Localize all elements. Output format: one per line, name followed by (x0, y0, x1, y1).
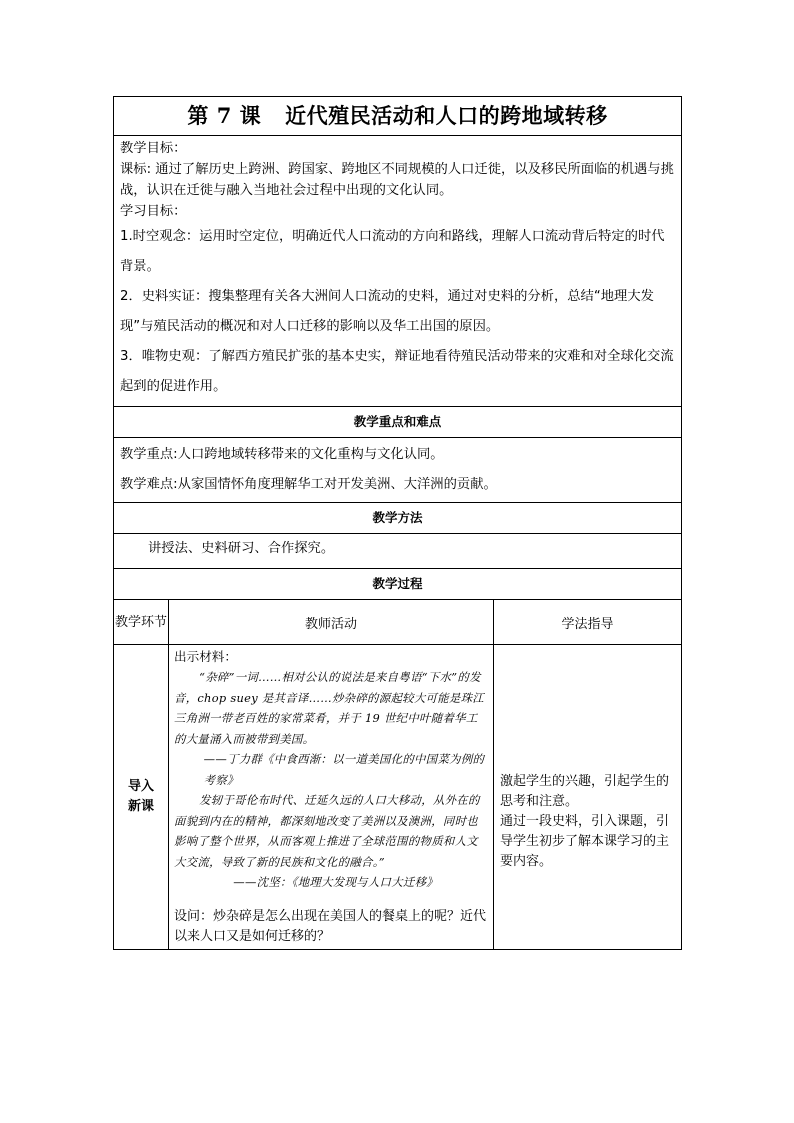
teaching-goals-cell (114, 136, 682, 407)
stage-label (114, 645, 169, 950)
key-points-cell (114, 438, 682, 503)
lesson-plan-page (113, 96, 681, 950)
teaching-focus: 教学重点:人口跨地域转移带来的文化重构与文化认同。 (120, 447, 444, 462)
title-row (114, 97, 682, 136)
guide-item: 通过一段史料，引入课题，引导学生初步了解本课学习的主要内容。 (500, 814, 670, 869)
lesson-name: 近代殖民活动和人口的跨地域转移 (285, 103, 608, 128)
teaching-difficulty: 教学难点:从家国情怀角度理解华工对开发美洲、大洋洲的贡献。 (120, 477, 497, 492)
column-header-stage: 教学环节 (114, 600, 169, 645)
methods-heading: 教学方法 (114, 503, 682, 534)
process-row-intro (114, 645, 682, 950)
lesson-number: 第 7 课 (187, 103, 262, 128)
material-quote: 发轫于哥伦布时代、迁延久远的人口大移动，从外在的面貌到内在的精神，都深刻地改变了美洲以及澳洲，同时也影响了整个世界，从而客观上推进了全球范围的物质和人文大交流，导致了新的民族和文化的融合。” (174, 793, 480, 869)
column-header-teacher: 教师活动 (169, 600, 494, 645)
historical-material (174, 667, 489, 893)
objective-item: 2．史料实证：搜集整理有关各大洲间人口流动的史料，通过对史料的分析，总结“地理大发现”与殖民活动的概况和对人口迁移的影响以及华工出国的原因。 (120, 289, 654, 334)
learning-goals-heading: 学习目标： (120, 204, 187, 219)
process-heading: 教学过程 (114, 569, 682, 600)
methods-heading-row (114, 503, 682, 534)
lesson-title (114, 97, 682, 136)
lesson-plan-table (113, 96, 682, 950)
goals-heading: 教学目标： (120, 141, 187, 156)
material-source: ——丁力群《中食西渐：以一道美国化的中国菜为例的考察》 (203, 752, 485, 787)
stage-name: 导入新课 (127, 778, 154, 814)
material-quote: “杂碎”一词……相对公认的说法是来自粤语“下水”的发音，chop suey 是其音译……炒杂碎的源起较大可能是珠江三角洲一带老百姓的家常菜肴，并于 19 世纪中叶随着华工的大量涌入而被带到美国。 (174, 670, 484, 746)
methods-row (114, 534, 682, 569)
show-material-label: 出示材料： (174, 649, 237, 664)
key-points-heading: 教学重点和难点 (114, 407, 682, 438)
process-heading-row (114, 569, 682, 600)
guiding-question: 设问：炒杂碎是怎么出现在美国人的餐桌上的呢？近代以来人口又是如何迁移的？ (174, 908, 487, 944)
column-header-guide: 学法指导 (494, 600, 682, 645)
objective-item: 3．唯物史观：了解西方殖民扩张的基本史实，辩证地看待殖民活动带来的灾难和对全球化交流起到的促进作用。 (120, 349, 674, 394)
methods-text: 讲授法、史料研习、合作探究。 (114, 534, 682, 569)
curriculum-standard: 课标: 通过了解历史上跨洲、跨国家、跨地区不同规模的人口迁徙，以及移民所面临的机遇与挑战，认识在迁徙与融入当地社会过程中出现的文化认同。 (120, 162, 674, 198)
material-source: ——沈坚：《地理大发现与人口大迁移》 (233, 875, 438, 889)
key-points-heading-row (114, 407, 682, 438)
process-column-headers (114, 600, 682, 645)
study-guide-cell (494, 645, 682, 950)
key-points-row (114, 438, 682, 503)
guide-item: 激起学生的兴趣，引起学生的思考和注意。 (500, 774, 670, 809)
teacher-activity-cell (169, 645, 494, 950)
objective-item: 1.时空观念：运用时空定位，明确近代人口流动的方向和路线，理解人口流动背后特定的时代背景。 (120, 229, 665, 274)
goals-row (114, 136, 682, 407)
